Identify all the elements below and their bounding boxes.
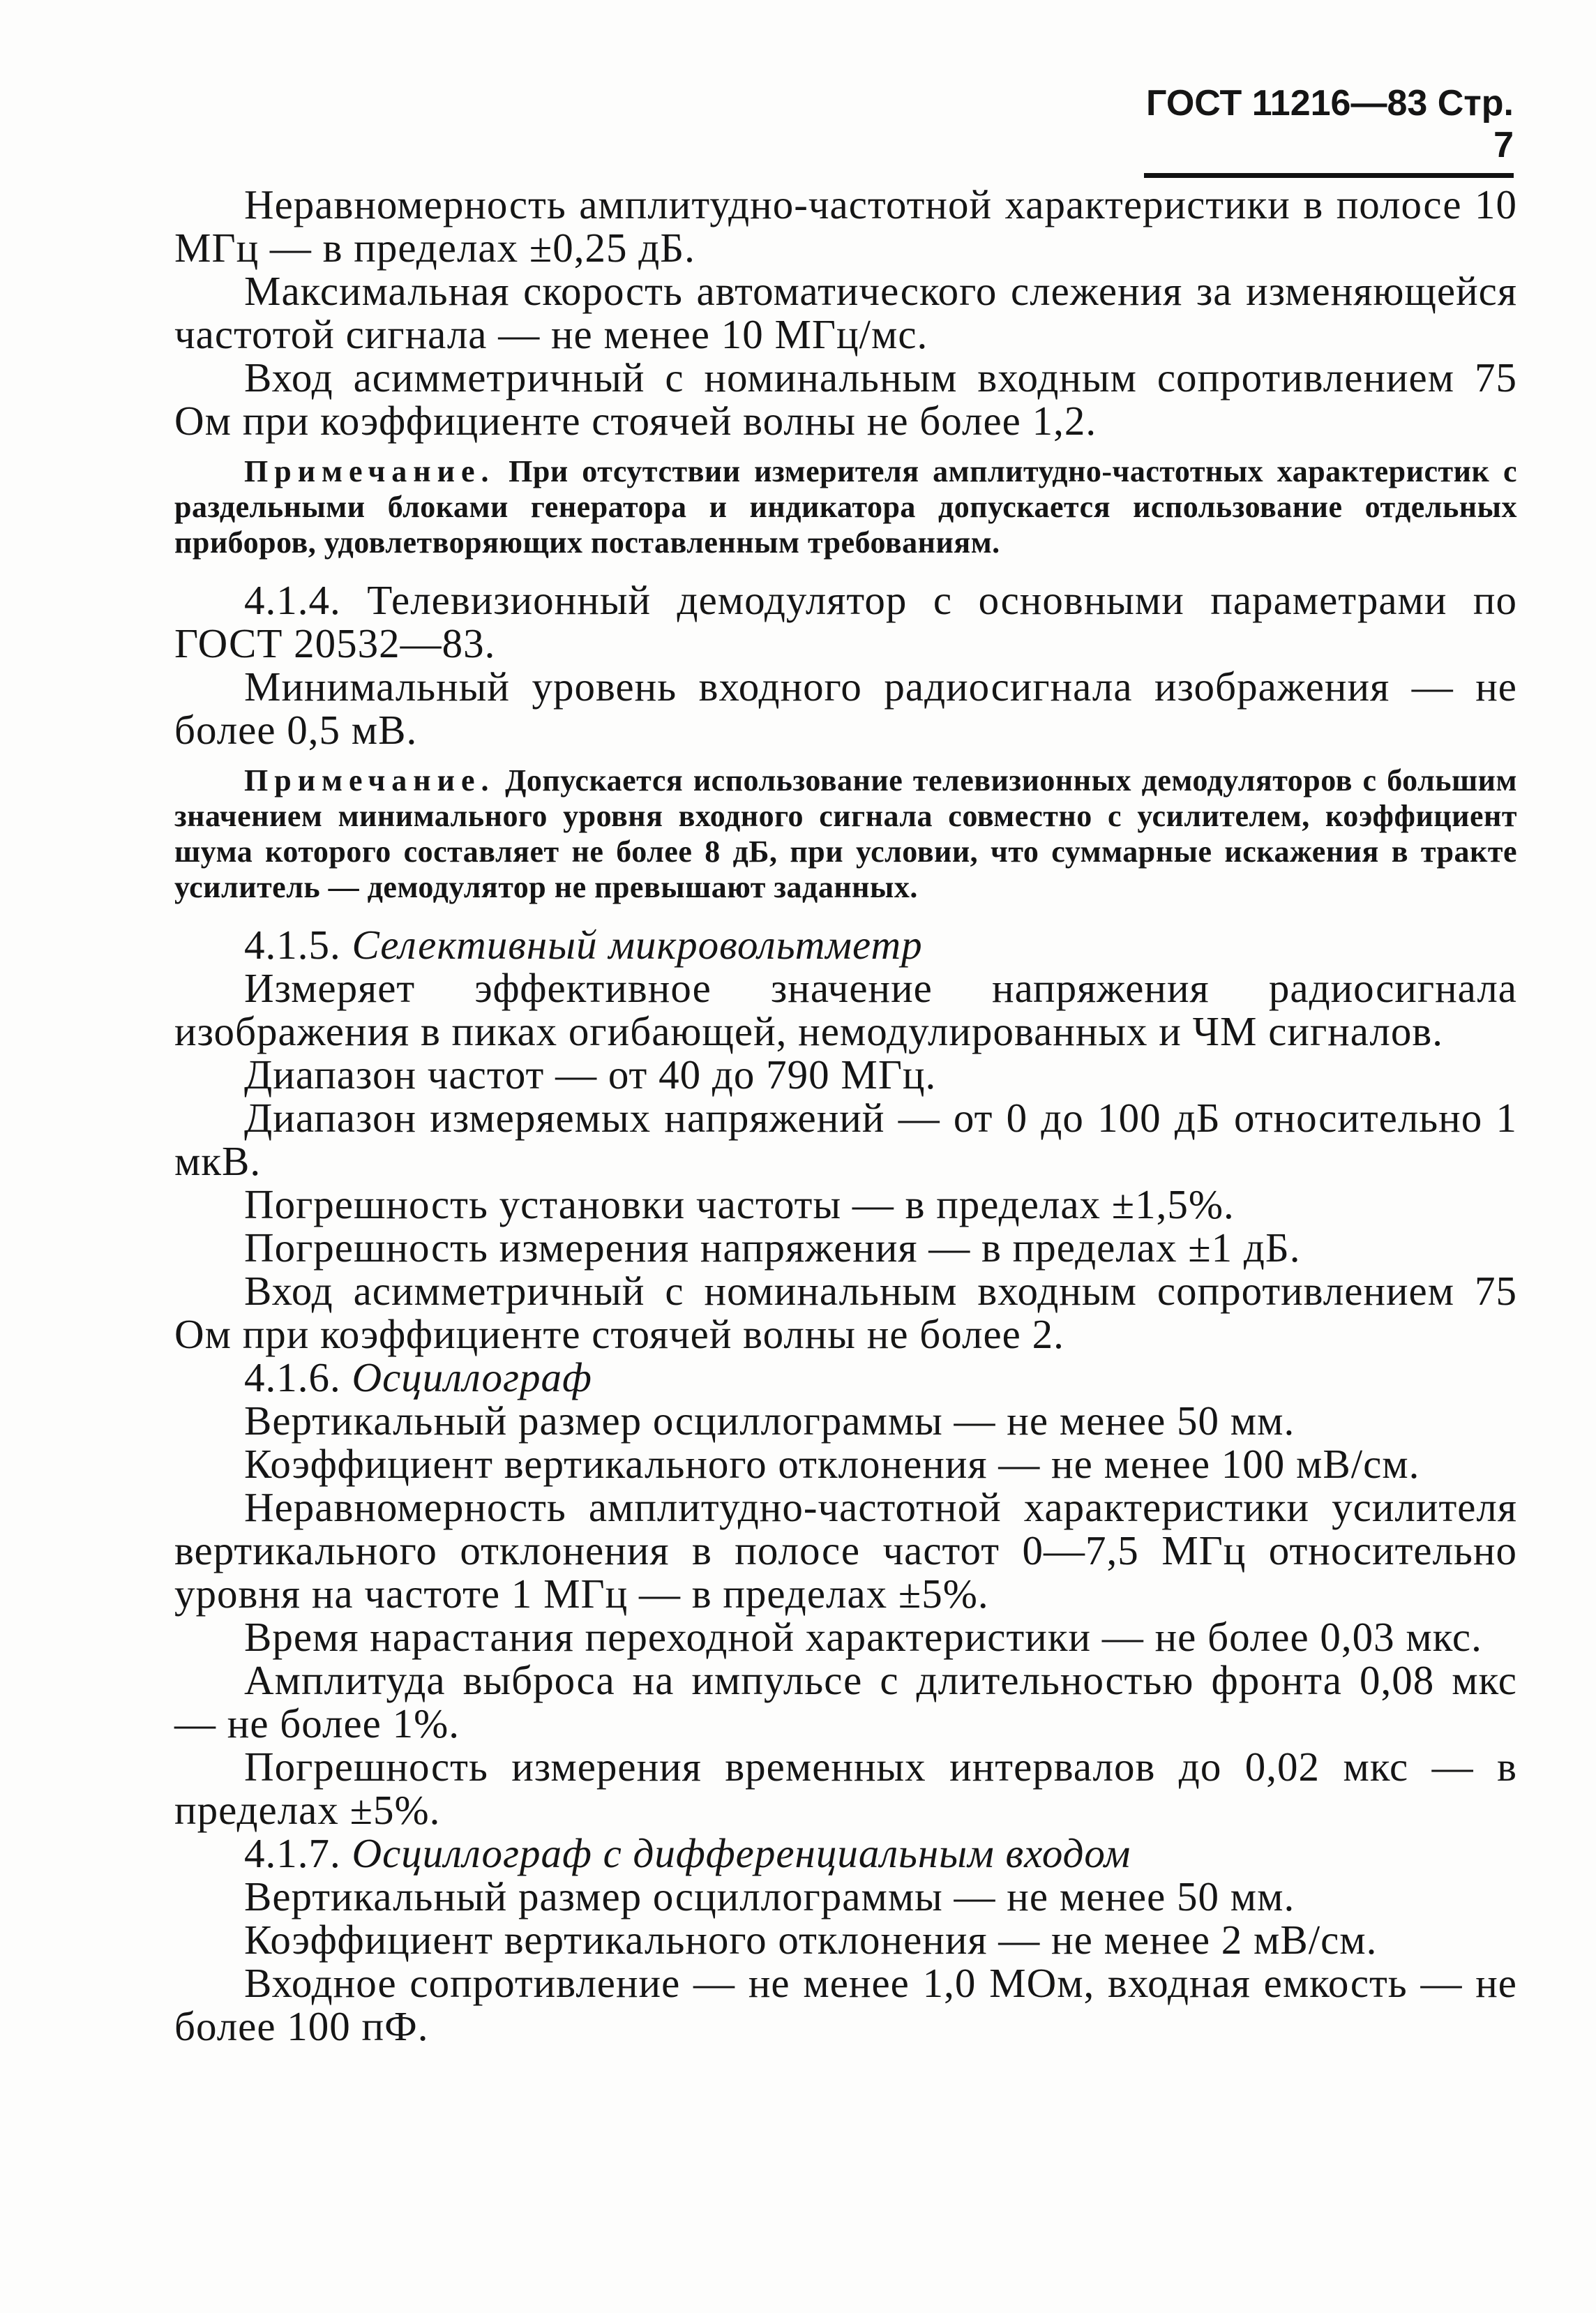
note-2-label: Примечание. bbox=[244, 763, 495, 798]
paragraph-input: Вход асимметричный с номинальным входным сопротивлением 75 Ом при коэффициенте стоячей волны не более 1,2. bbox=[174, 354, 1517, 444]
paragraph-amp-nonuniformity: Неравномерность амплитудно-частотной характеристики усилителя вертикального отклонения в полосе частот 0—7,5 МГц относительно уровня на частоте 1 МГц — в пределах ±5%. bbox=[174, 1484, 1517, 1617]
paragraph-deflection-2: Коэффициент вертикального отклонения — не менее 2 мВ/см. bbox=[244, 1917, 1378, 1963]
paragraph-deflection: Коэффициент вертикального отклонения — не менее 100 мВ/см. bbox=[244, 1441, 1420, 1487]
section-4-1-5-number: 4.1.5. bbox=[244, 922, 341, 968]
paragraph-measures: Измеряет эффективное значение напряжения радиосигнала изображения в пиках огибающей, немодулированных и ЧМ сигналов. bbox=[174, 965, 1517, 1054]
section-4-1-4-text: Телевизионный демодулятор с основными параметрами по ГОСТ 20532—83. bbox=[174, 577, 1517, 666]
section-4-1-6-title: Осциллограф bbox=[352, 1354, 592, 1400]
paragraph-vertical-size-2: Вертикальный размер осциллограммы — не менее 50 мм. bbox=[244, 1873, 1295, 1919]
note-2 bbox=[174, 763, 1517, 905]
paragraph-voltage-range: Диапазон измеряемых напряжений — от 0 до 100 дБ относительно 1 мкВ. bbox=[174, 1095, 1517, 1184]
note-1-text: При отсутствии измерителя амплитудно-частотных характеристик с раздельными блоками генератора и индикатора допускается использование отдельных приборов, удовлетворяющих поставленным требованиям. bbox=[174, 454, 1517, 560]
paragraph-input-2: Вход асимметричный с номинальным входным сопротивлением 75 Ом при коэффициенте стоячей волны не более 2. bbox=[174, 1268, 1517, 1357]
paragraph-freq-range: Диапазон частот — от 40 до 790 МГц. bbox=[244, 1051, 937, 1098]
paragraph-freq-error: Погрешность установки частоты — в пределах ±1,5%. bbox=[244, 1181, 1235, 1227]
document-body bbox=[174, 183, 1517, 2048]
section-4-1-7 bbox=[174, 1832, 1517, 1875]
note-2-text: Допускается использование телевизионных демодуляторов с большим значением минимального уровня входного сигнала совместно с усилителем, коэффициент шума которого составляет не более 8 дБ, при условии, что суммарные искажения в тракте усилитель — демодулятор не превышают заданных. bbox=[174, 763, 1517, 904]
note-1-label: Примечание. bbox=[244, 454, 495, 488]
paragraph-input-impedance: Входное сопротивление — не менее 1,0 МОм, входная емкость — не более 100 пФ. bbox=[174, 1960, 1517, 2049]
paragraph-voltage-error: Погрешность измерения напряжения — в пределах ±1 дБ. bbox=[244, 1225, 1301, 1271]
note-1 bbox=[174, 454, 1517, 560]
section-4-1-4-number: 4.1.4. bbox=[244, 577, 341, 623]
paragraph-rise-time: Время нарастания переходной характеристики — не более 0,03 мкс. bbox=[244, 1614, 1482, 1660]
section-4-1-6-number: 4.1.6. bbox=[244, 1354, 341, 1400]
section-4-1-5 bbox=[174, 923, 1517, 966]
section-4-1-6 bbox=[174, 1356, 1517, 1399]
paragraph-time-error: Погрешность измерения временных интервалов до 0,02 мкс — в пределах ±5%. bbox=[174, 1744, 1517, 1833]
page-header: ГОСТ 11216—83 Стр. 7 bbox=[1144, 82, 1514, 178]
paragraph-min-level: Минимальный уровень входного радиосигнала изображения — не более 0,5 мВ. bbox=[174, 664, 1517, 753]
paragraph-tracking-speed: Максимальная скорость автоматического слежения за изменяющейся частотой сигнала — не менее 10 МГц/мс. bbox=[174, 268, 1517, 357]
section-4-1-4 bbox=[174, 578, 1517, 665]
section-4-1-7-number: 4.1.7. bbox=[244, 1830, 341, 1876]
paragraph-frequency-response: Неравномерность амплитудно-частотной характеристики в полосе 10 МГц — в пределах ±0,25 дБ. bbox=[174, 181, 1517, 271]
paragraph-vertical-size: Вертикальный размер осциллограммы — не менее 50 мм. bbox=[244, 1398, 1295, 1444]
paragraph-overshoot: Амплитуда выброса на импульсе с длительностью фронта 0,08 мкс — не более 1%. bbox=[174, 1657, 1517, 1746]
section-4-1-5-title: Селективный микровольтметр bbox=[352, 922, 923, 968]
section-4-1-7-title: Осциллограф с дифференциальным входом bbox=[352, 1830, 1131, 1876]
